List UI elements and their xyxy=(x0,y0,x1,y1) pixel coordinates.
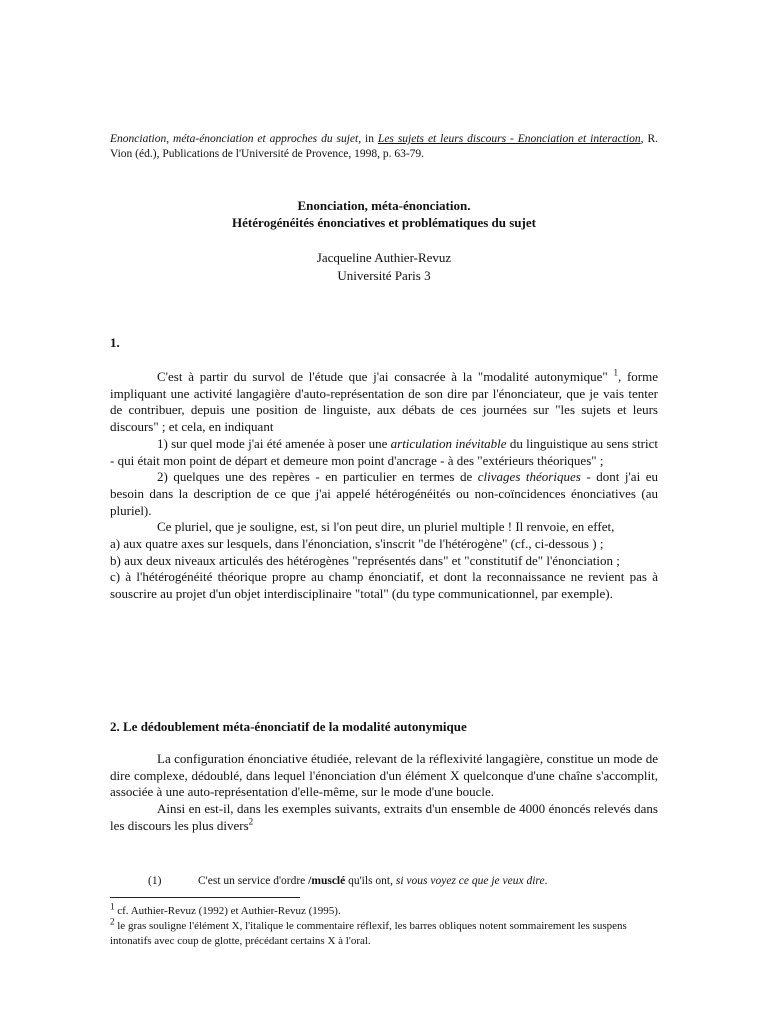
section1-item2: 2) quelques une des repères - en particulier en termes de clivages théoriques - dont j'ai eu besoin dans la description de ce que j'ai appelé hétérogénéités ou non-coïncidences énonciatives (au pluriel). xyxy=(110,469,658,518)
section2-heading: 2. Le dédoublement méta-énonciatif de la modalité autonymique xyxy=(110,719,467,734)
section2-paragraph1: La configuration énonciative étudiée, relevant de la réflexivité langagière, constitue un mode de dire complexe, dédoublé, dans lequel l'énonciation d'un élément X quelconque d'une chaîne s'accomplit, associée à une auto-représentation d'elle-même, sur le mode d'une boucle. xyxy=(110,751,658,800)
citation-reference xyxy=(110,132,658,162)
paper-title-line2: Hétérogénéités énonciatives et problématiques du sujet xyxy=(232,215,536,230)
footnote-2: $^2$ le gras souligne l'élément X, l'italique le commentaire réflexif, les barres obliques notent sommairement les suspens intonatifs avec coup de glotte, précédant certains X à l'oral. xyxy=(110,916,627,947)
footnote-ref-2[interactable]: 2 xyxy=(248,816,254,827)
section1-list-b: b) aux deux niveaux articulés des hétérogènes "représentés dans" et "constitutif de" l'énonciation ; xyxy=(110,552,620,568)
footnotes xyxy=(110,901,658,949)
section1-paragraph2: Ce pluriel, que je souligne, est, si l'on peut dire, un pluriel multiple ! Il renvoie, en effet, xyxy=(157,519,615,535)
footnote-1: $^1$ cf. Authier-Revuz (1992) et Authier-Revuz (1995). xyxy=(110,901,341,917)
section1-paragraph1: C'est à partir du survol de l'étude que j'ai consacrée à la "modalité autonymique" $^1$, forme impliquant une activité langagière d'auto-représentation de son dire par l'énonciateur, que je vais tenter de contribuer, depuis une position de linguiste, aux débats de ces journées sur "les sujets et leurs discours" ; et cela, en indiquant xyxy=(110,367,658,435)
example-number: (1) xyxy=(148,875,162,887)
citation-book-title: Les sujets et leurs discours - Enonciation et interaction xyxy=(377,133,641,145)
section1-body xyxy=(110,369,658,603)
section1-heading: 1. xyxy=(110,335,120,350)
paper-title-line1: Enonciation, méta-énonciation. xyxy=(297,198,471,213)
section1-list-c: c) à l'hétérogénéité théorique propre au champ énonciatif, et dont la reconnaissance ne revient pas à souscrire au projet d'un objet interdisciplinaire "total" (du type communicationnel, par exemple). xyxy=(110,569,658,602)
section1-item1: 1) sur quel mode j'ai été amenée à poser une articulation inévitable du linguistique au sens strict - qui était mon point de départ et demeure mon point d'ancrage - à des "extérieurs théoriques" ; xyxy=(110,435,659,468)
section2-paragraph2: Ainsi en est-il, dans les exemples suivants, extraits d'un ensemble de 4000 énoncés relevés dans les discours les plus divers$^2$ xyxy=(110,801,658,833)
section1-list-a: a) aux quatre axes sur lesquels, dans l'énonciation, s'inscrit "de l'hétérogène" (cf., ci-dessous ) ; xyxy=(110,536,604,552)
citation-in: in xyxy=(361,133,378,145)
footnote-ref-1[interactable]: 1 xyxy=(613,367,618,378)
author-name: Jacqueline Authier-Revuz xyxy=(316,250,452,265)
citation-article-title: Enonciation, méta-énonciation et approches du sujet, xyxy=(110,133,362,145)
section2-body xyxy=(110,751,658,835)
author-block xyxy=(110,249,658,285)
author-affiliation: Université Paris 3 xyxy=(337,268,431,283)
citation-publication-info: , R. Vion (éd.), Publications de l'Université de Provence, 1998, p. 63-79. xyxy=(110,133,658,160)
paper-title xyxy=(110,197,658,231)
example-1: (1) C'est un service d'ordre /musclé qu'ils ont, si vous voyez ce que je veux dire. xyxy=(148,875,548,887)
footnote-divider xyxy=(110,897,300,898)
